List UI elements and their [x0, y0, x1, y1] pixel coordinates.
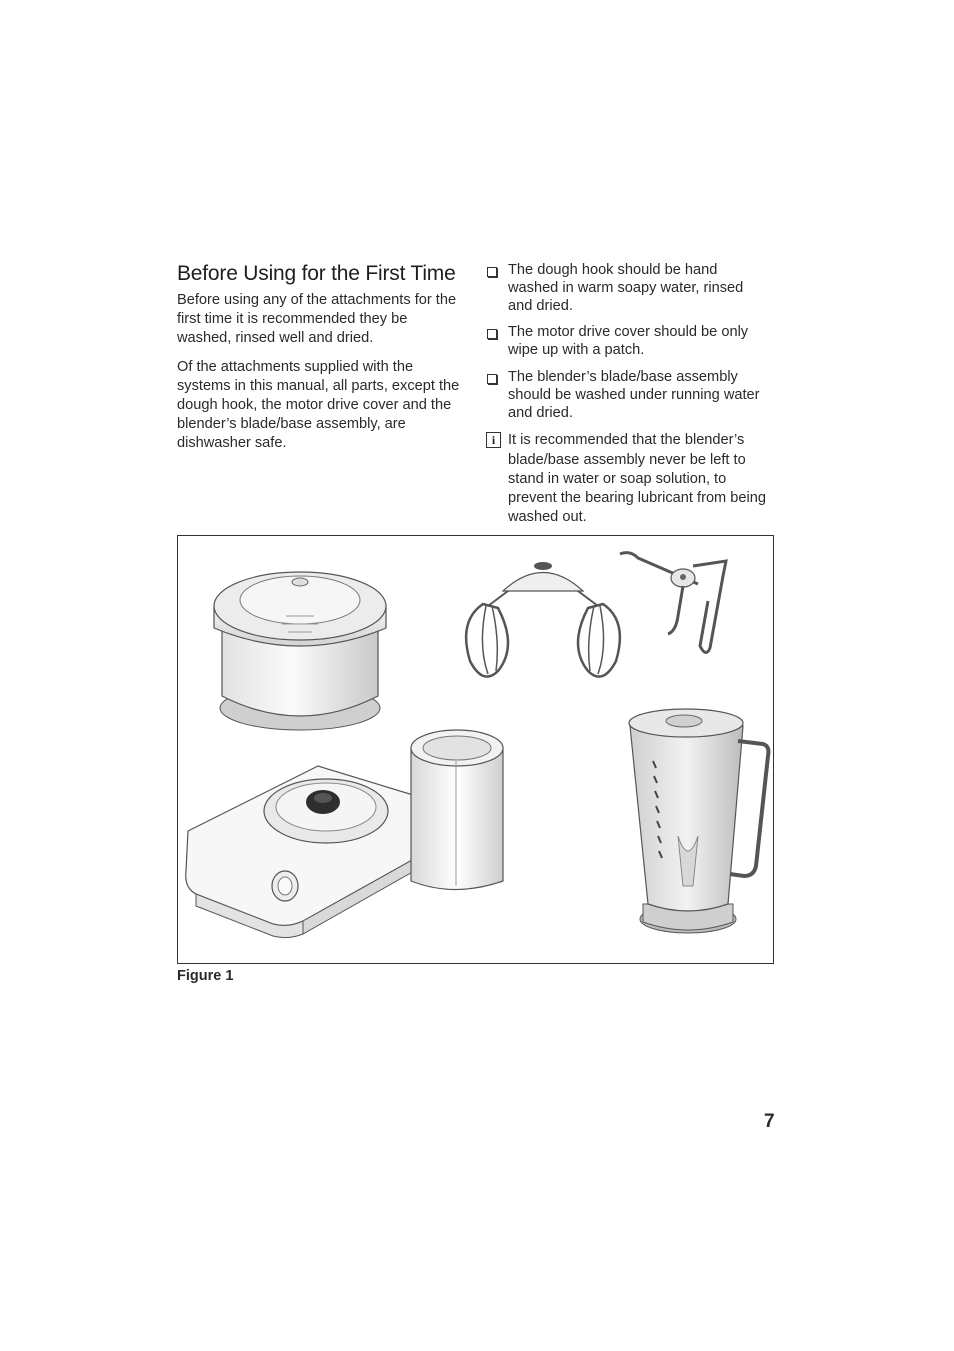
info-note	[486, 431, 771, 527]
dough-hook-drawing	[620, 553, 726, 653]
mixing-bowl-drawing	[214, 572, 386, 730]
figure-caption: Figure 1	[177, 968, 234, 984]
figure-1-illustration	[177, 535, 774, 964]
list-item	[486, 369, 771, 422]
whisks-drawing	[466, 562, 620, 677]
list-item	[486, 262, 771, 315]
intro-paragraph: Before using any of the attachments for the first time it is recommended they be washed, rinsed well and dried.	[177, 292, 457, 347]
motor-base-drawing	[186, 730, 503, 938]
left-column	[177, 263, 462, 463]
checkbox-bullet-icon	[487, 267, 497, 277]
blender-jar-drawing	[629, 709, 768, 933]
checkbox-bullet-icon	[487, 329, 497, 339]
right-column	[486, 262, 771, 536]
list-item	[486, 324, 771, 360]
info-note-text: It is recommended that the blender’s blade/base assembly never be left to stand in water or soap solution, to prevent the bearing lubricant from being washed out.	[508, 432, 766, 526]
checkbox-bullet-icon	[487, 374, 497, 384]
page-number: 7	[764, 1111, 775, 1132]
section-title: Before Using for the First Time	[177, 262, 456, 285]
list-item-text: The motor drive cover should be only wipe up with a patch.	[508, 324, 749, 359]
info-icon: i	[486, 432, 501, 448]
list-item-text: The dough hook should be hand washed in warm soapy water, rinsed and dried.	[508, 262, 744, 314]
list-item-text: The blender’s blade/base assembly should be washed under running water and dried.	[508, 368, 760, 421]
dishwasher-paragraph: Of the attachments supplied with the systems in this manual, all parts, except the dough hook, the motor drive cover and the blender’s blade/base assembly, are dishwasher safe.	[177, 358, 460, 452]
